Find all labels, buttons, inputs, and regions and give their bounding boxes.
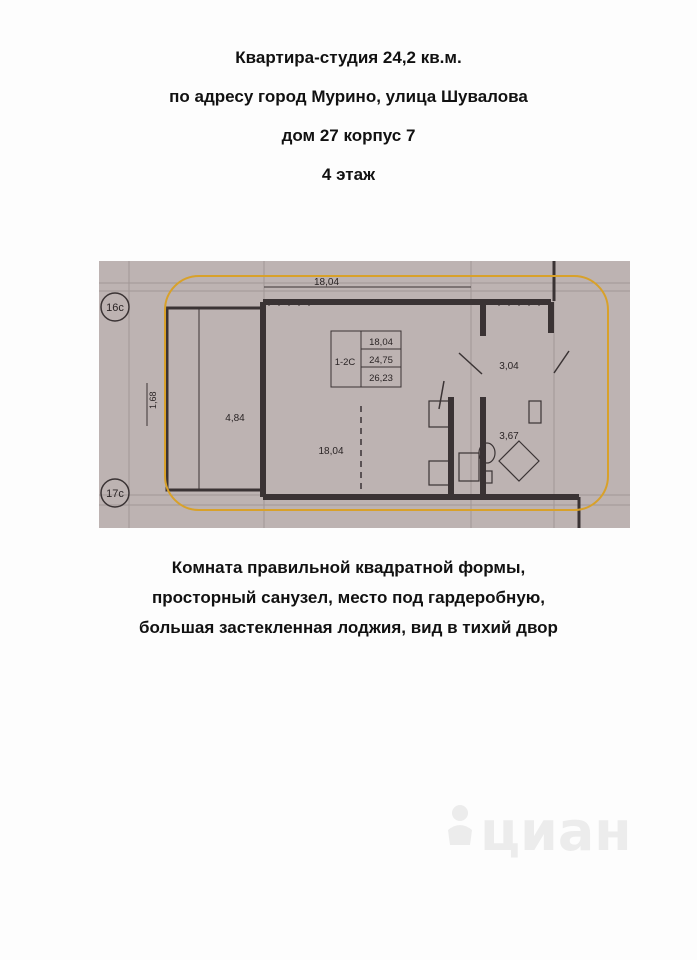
floor-plan-image: [99, 261, 630, 528]
loggia-area-label: 4,84: [225, 413, 245, 424]
apartment-code: 1-2С: [334, 357, 356, 368]
axis-marker-top: [101, 293, 129, 321]
hall-area-label: 3,04: [499, 361, 519, 372]
svg-text:циан: циан: [480, 800, 632, 863]
description-loggia: большая застекленная лоджия, вид в тихий двор: [139, 618, 558, 637]
cian-watermark: [440, 785, 632, 875]
apartment-highlight: [165, 276, 608, 510]
top-dimension: 18,04: [314, 277, 340, 288]
svg-text:17с: 17с: [106, 488, 124, 500]
floor-number: 4 этаж: [321, 165, 376, 184]
axis-marker-bottom: [101, 479, 129, 507]
room-area-label: 18,04: [318, 446, 344, 457]
loggia-outline: [167, 308, 263, 490]
apartment-info-table: [331, 331, 401, 387]
description-bathroom: просторный санузел, место под гардеробную,: [151, 588, 546, 607]
bath-area-label: 3,67: [499, 431, 519, 442]
total-area-value: 24,75: [369, 355, 393, 366]
description-room-shape: Комната правильной квадратной формы,: [171, 558, 526, 577]
address-street: по адресу город Мурино, улица Шувалова: [169, 87, 528, 106]
apartment-title: Квартира-студия 24,2 кв.м.: [235, 48, 462, 67]
listing-description: [0, 558, 697, 648]
address-building: дом 27 корпус 7: [281, 126, 416, 145]
side-dimension: 1,68: [148, 391, 158, 409]
listing-header: [0, 48, 697, 204]
svg-text:16с: 16с: [106, 302, 124, 314]
living-area-value: 18,04: [369, 337, 393, 348]
area-with-loggia-value: 26,23: [369, 373, 393, 384]
